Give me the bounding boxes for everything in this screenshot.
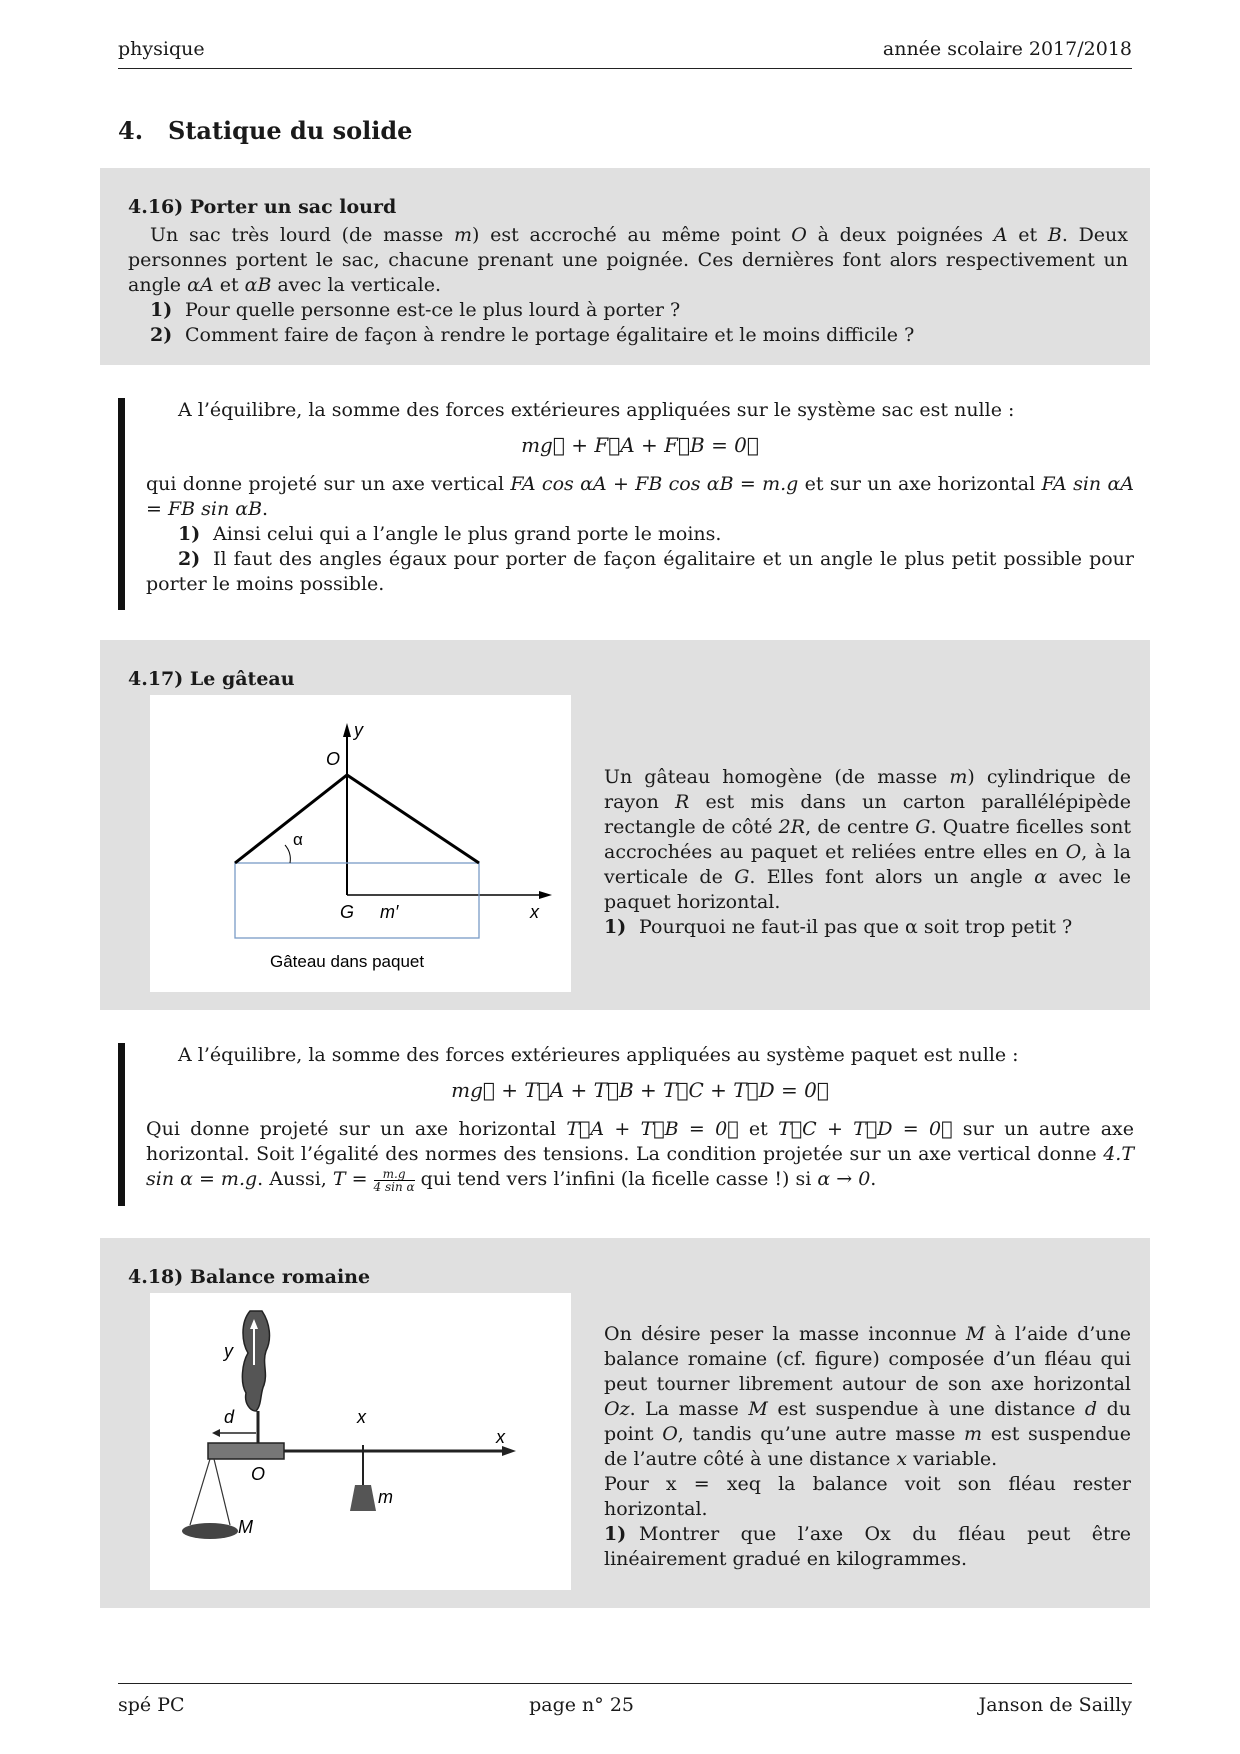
solution-bar bbox=[118, 1043, 125, 1206]
answer-1: 1) Ainsi celui qui a l’angle le plus grand porte le moins. bbox=[178, 523, 722, 545]
label-G: G bbox=[340, 902, 355, 922]
x-arrow bbox=[539, 891, 552, 899]
label-d: d bbox=[224, 1407, 235, 1427]
beam-body bbox=[208, 1443, 284, 1459]
section-number: 4. bbox=[118, 116, 144, 145]
label-m-prime: m′ bbox=[380, 902, 399, 922]
section-title bbox=[118, 116, 412, 145]
label-m: m bbox=[378, 1487, 393, 1507]
figure-caption: Gâteau dans paquet bbox=[270, 952, 425, 971]
exercise-line-2: Pour x = xeq la balance voit son fléau rester horizontal. bbox=[604, 1473, 1131, 1520]
balance-figure bbox=[150, 1293, 571, 1590]
label-alpha: α bbox=[293, 830, 303, 849]
label-y: y bbox=[224, 1341, 233, 1361]
question-1: 1) Montrer que l’axe Ox du fléau peut être linéairement gradué en kilogrammes. bbox=[604, 1523, 1131, 1570]
page-footer bbox=[118, 1683, 1132, 1716]
pan-string-1 bbox=[190, 1459, 210, 1525]
solution-projection: Qui donne projeté sur un axe horizontal T⃗A + T⃗B = 0⃗ et T⃗C + T⃗D = 0⃗ sur un autre axe horizontal. Soit l’égalité des normes des tensions. La condition projetée sur un axe vertical donne 4.T sin α = m.g. Aussi, T = $\frac{m.g}{\text{4 sin α}}$ qui tend vers l’infini (la ficelle casse !) si α → 0. bbox=[146, 1118, 1134, 1194]
label-O: O bbox=[251, 1464, 266, 1484]
exercise-4-18 bbox=[100, 1238, 1150, 1608]
question-2: 2) Comment faire de façon à rendre le portage égalitaire et le moins difficile ? bbox=[150, 324, 915, 346]
fraction: $\frac{m.g}{\text{4 sin α}}$ bbox=[373, 1166, 415, 1194]
pan-M bbox=[182, 1523, 238, 1539]
footer-class: spé PC bbox=[118, 1694, 185, 1716]
solution-intro: A l’équilibre, la somme des forces extérieures appliquées sur le système sac est nulle : bbox=[178, 399, 1015, 421]
exercise-text: Un sac très lourd (de masse m) est accroché au même point O à deux poignées A et B. Deux personnes portent le sac, chacune prenant une poignée. Ces dernières font alors respectivement un angle αA et αB avec la verticale. bbox=[128, 224, 1129, 296]
cake-box bbox=[235, 863, 479, 938]
solution-projection: qui donne projeté sur un axe vertical FA cos αA + FB cos αB = m.g et sur un axe horizontal FA sin αA = FB sin αB. bbox=[146, 473, 1135, 520]
exercise-4-16 bbox=[100, 168, 1150, 365]
exercise-title: 4.17) Le gâteau bbox=[128, 668, 295, 690]
y-arrow bbox=[343, 723, 351, 737]
balance-diagram bbox=[150, 1293, 571, 1590]
footer-page: page n° 25 bbox=[529, 1694, 634, 1716]
solution-4-17 bbox=[118, 1043, 1134, 1206]
header-subject: physique bbox=[118, 38, 205, 60]
angle-arc bbox=[285, 845, 290, 863]
label-x-top: x bbox=[357, 1407, 366, 1427]
exercise-title: 4.18) Balance romaine bbox=[128, 1266, 371, 1288]
label-M: M bbox=[238, 1517, 253, 1537]
label-x-axis: x bbox=[496, 1427, 505, 1447]
label-x: x bbox=[530, 902, 539, 922]
equation: mg⃗ + T⃗A + T⃗B + T⃗C + T⃗D = 0⃗ bbox=[451, 1078, 829, 1102]
footer-school: Janson de Sailly bbox=[978, 1694, 1132, 1716]
weight-m bbox=[350, 1485, 376, 1511]
section-name: Statique du solide bbox=[168, 116, 413, 145]
question-1: 1) Pour quelle personne est-ce le plus lourd à porter ? bbox=[150, 299, 681, 321]
equation: mg⃗ + F⃗A + F⃗B = 0⃗ bbox=[521, 433, 759, 457]
pan-string-2 bbox=[214, 1459, 230, 1525]
cake-diagram bbox=[150, 695, 571, 992]
question-1: 1) Pourquoi ne faut-il pas que α soit trop petit ? bbox=[604, 916, 1073, 938]
solution-intro: A l’équilibre, la somme des forces extérieures appliquées au système paquet est nulle : bbox=[178, 1044, 1019, 1066]
page-header bbox=[118, 38, 1132, 69]
solution-4-16 bbox=[118, 398, 1134, 610]
exercise-4-17 bbox=[100, 640, 1150, 1010]
exercise-text: On désire peser la masse inconnue M à l’aide d’une balance romaine (cf. figure) composée d’un fléau qui peut tourner librement autour de son axe horizontal Oz. La masse M est suspendue à une distance d du point O, tandis qu’une autre masse m est suspendue de l’autre côté à une distance x variable. Pour x = xeq la balance voit son fléau rester horizontal. 1) Montrer que l’axe Ox du fléau peut être linéairement gradué en kilogrammes. bbox=[604, 1323, 1132, 1570]
label-y: y bbox=[354, 720, 363, 740]
solution-bar bbox=[118, 398, 125, 610]
cake-figure bbox=[150, 695, 571, 992]
exercise-text: Un gâteau homogène (de masse m) cylindrique de rayon R est mis dans un carton parallélépipède rectangle de côté 2R, de centre G. Quatre ficelles sont accrochées au paquet et reliées entre elles en O, à la verticale de G. Elles font alors un angle α avec le paquet horizontal. 1) Pourquoi ne faut-il pas que α soit trop petit ? bbox=[604, 766, 1132, 938]
label-O: O bbox=[326, 749, 341, 769]
header-year: année scolaire 2017/2018 bbox=[882, 38, 1132, 60]
strings bbox=[235, 775, 479, 863]
answer-2: 2) Il faut des angles égaux pour porter de façon égalitaire et un angle le plus petit possible pour porter le moins possible. bbox=[146, 548, 1134, 595]
exercise-title: 4.16) Porter un sac lourd bbox=[128, 196, 397, 218]
